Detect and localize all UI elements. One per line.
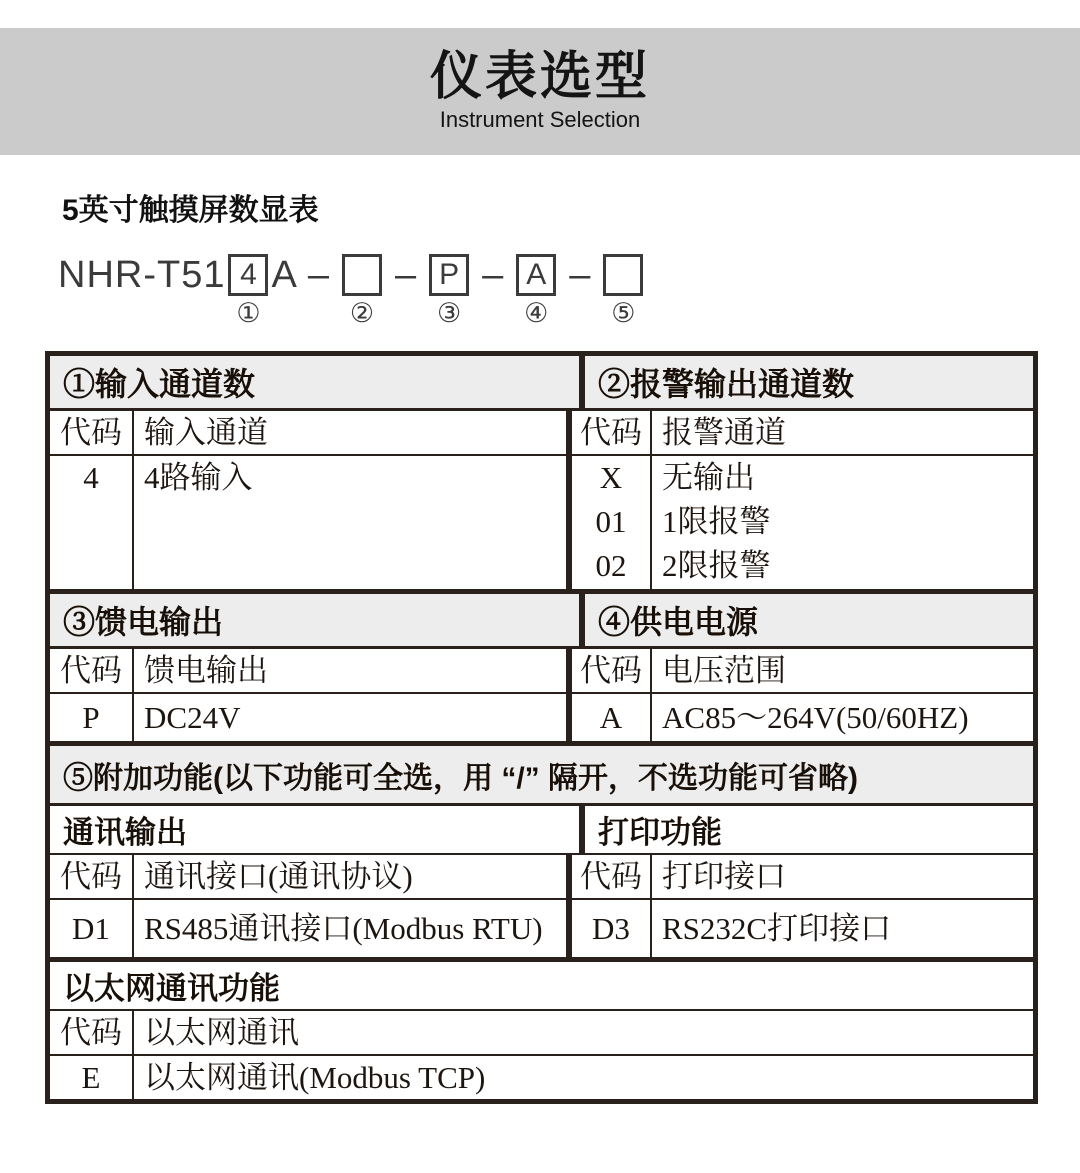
model-box-3-value: P [439,258,460,291]
section-4-header: ④供电电源 [598,604,759,640]
model-marker-4: ④ [524,298,549,328]
comm-output-subheader: 通讯输出 [63,815,187,850]
title-banner [0,28,1080,155]
section-2-header: ②报警输出通道数 [598,366,855,402]
model-prefix: NHR-T51 [58,253,226,296]
code-cell: D1 [72,911,110,946]
model-marker-3: ③ [437,298,462,328]
section-header-row-1-2 [50,356,1033,408]
model-box-4 [516,254,556,328]
model-box-3 [429,254,469,328]
alarm-channel-column-header: 报警通道 [662,415,786,450]
desc-cell: 无输出 [662,460,755,495]
excitation-column-header: 馈电输出 [144,653,268,688]
model-code-line [58,253,1080,328]
model-marker-1: ① [236,298,261,328]
code-column-header: 代码 [60,415,122,450]
desc-cell: 2限报警 [662,548,771,583]
input-channel-column-header: 输入通道 [144,415,268,450]
code-column-header: 代码 [60,859,122,894]
code-cell: P [82,700,100,735]
desc-cell: 4路输入 [144,460,253,495]
page-title: 仪表选型 [429,48,650,107]
model-box-1-value: 4 [240,258,257,291]
voltage-range-column-header: 电压范围 [662,653,786,688]
model-box-4-value: A [526,258,547,291]
desc-cell: RS232C打印接口 [662,911,892,946]
code-cell: 4 [83,460,99,495]
model-marker-5: ⑤ [611,298,636,328]
model-dash-4: – [569,253,591,296]
code-column-header: 代码 [60,1015,122,1050]
desc-cell: RS485通讯接口(Modbus RTU) [144,911,543,946]
code-column-header: 代码 [580,415,642,450]
code-cell: 02 [595,548,627,583]
model-dash-3: – [482,253,504,296]
section-5-header: ⑤附加功能(以下功能可全选，用 “/” 隔开，不选功能可省略) [63,761,858,795]
model-box-5 [603,254,643,328]
body-row-5 [50,900,1033,957]
ethernet-column-header-row [50,1011,1033,1054]
section-header-row-5 [50,746,1033,803]
ethernet-subheader-row [50,962,1033,1009]
model-dash-2: – [394,253,417,296]
model-box-1 [228,254,268,328]
desc-cell: DC24V [144,700,241,735]
print-function-subheader: 打印功能 [598,815,722,850]
body-row-3-4 [50,694,1033,741]
code-cell: X [599,460,623,495]
model-suffix-a: A [271,253,298,296]
ethernet-column-header: 以太网通讯 [144,1015,299,1050]
body-row-1-2 [50,456,1033,589]
print-interface-column-header: 打印接口 [662,859,786,894]
column-header-row-5 [50,855,1033,898]
code-cell: 01 [595,504,627,539]
subsection-header-row [50,806,1033,853]
page-subtitle: Instrument Selection [439,106,641,132]
section-1-header: ①输入通道数 [63,366,256,402]
ethernet-body-row [50,1056,1033,1099]
section-3-header: ③馈电输出 [63,604,224,640]
code-column-header: 代码 [580,859,642,894]
comm-interface-column-header: 通讯接口(通讯协议) [144,859,413,894]
model-box-2 [342,254,382,328]
code-column-header: 代码 [60,653,122,688]
code-cell: A [599,700,623,735]
section-header-row-3-4 [50,594,1033,646]
desc-cell: 1限报警 [662,504,771,539]
desc-cell: 以太网通讯(Modbus TCP) [144,1060,486,1095]
code-cell: E [81,1060,101,1095]
column-header-row-1-2 [50,411,1033,454]
selection-table [45,351,1038,1104]
product-title: 5英寸触摸屏数显表 [62,194,319,227]
ethernet-subheader: 以太网通讯功能 [63,971,280,1006]
code-cell: D3 [592,911,630,946]
column-header-row-3-4 [50,649,1033,692]
code-column-header: 代码 [580,653,642,688]
desc-cell: AC85～264V(50/60HZ) [662,700,969,735]
model-marker-2: ② [349,298,375,328]
model-dash-1: – [307,253,329,296]
